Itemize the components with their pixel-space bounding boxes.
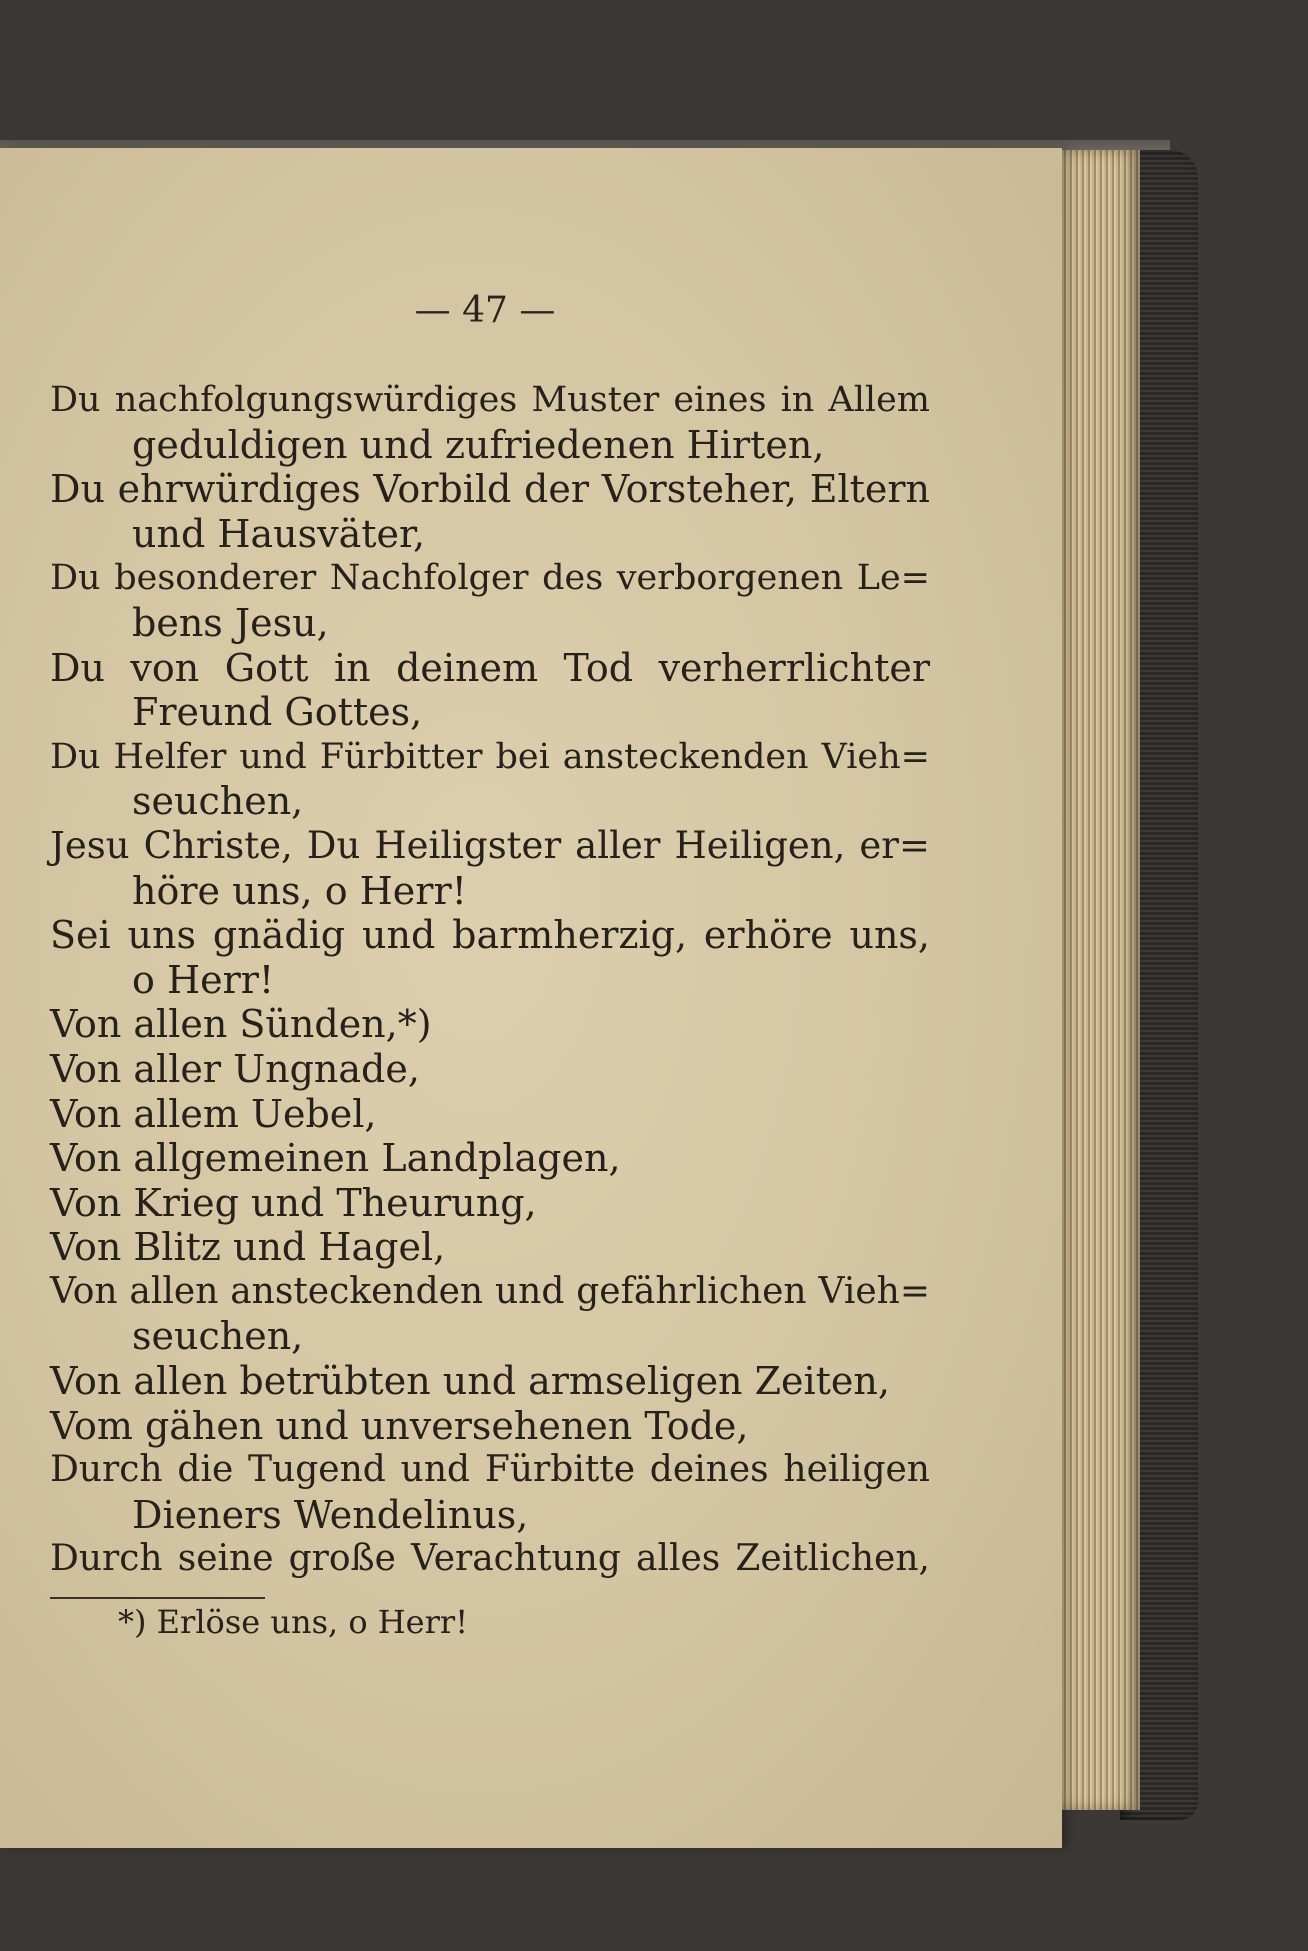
text-line: Von Blitz und Hagel, (50, 1225, 446, 1270)
text-line: Sei uns gnädig und barmherzig, erhöre uns, (50, 913, 930, 958)
litany-text (50, 378, 930, 1582)
text-line: Jesu Christe, Du Heiligster aller Heiligen, er= (50, 823, 930, 867)
text-line: seuchen, (132, 779, 304, 824)
footnote: *) Erlöse uns, o Herr! (118, 1603, 469, 1641)
text-line: Durch seine große Verachtung alles Zeitlichen, (50, 1538, 930, 1580)
text-line: höre uns, o Herr! (132, 868, 467, 913)
text-line: Du Helfer und Fürbitter bei ansteckenden Vieh= (50, 736, 930, 777)
text-line: Von allen betrübten und armseligen Zeiten, (50, 1359, 890, 1404)
text-line: Von allem Uebel, (50, 1091, 377, 1136)
text-line: Von allen ansteckenden und gefährlichen Vieh= (50, 1270, 930, 1312)
text-line: und Hausväter, (132, 511, 426, 556)
text-line: Freund Gottes, (132, 690, 423, 735)
text-line: Du ehrwürdiges Vorbild der Vorsteher, Eltern (50, 467, 930, 512)
text-line: Von aller Ungnade, (50, 1046, 420, 1091)
text-line: Du besonderer Nachfolger des verborgenen Le= (50, 558, 930, 599)
text-line: Du nachfolgungswürdiges Muster eines in Allem (50, 380, 930, 420)
text-line: Dieners Wendelinus, (132, 1492, 529, 1537)
text-line: o Herr! (132, 957, 275, 1002)
text-line: Du von Gott in deinem Tod verherrlichter (50, 645, 930, 690)
text-line: seuchen, (132, 1314, 304, 1359)
text-line: bens Jesu, (132, 600, 329, 645)
text-line: Von Krieg und Theurung, (50, 1180, 537, 1225)
page-edges (1050, 150, 1140, 1810)
page-number: — 47 — (414, 290, 556, 331)
text-line: geduldigen und zufriedenen Hirten, (132, 422, 825, 467)
text-line: Vom gähen und unversehenen Tode, (50, 1403, 749, 1448)
text-line: Von allen Sünden,*) (50, 1002, 432, 1047)
text-line: Durch die Tugend und Fürbitte deines heiligen (50, 1449, 930, 1491)
text-line: Von allgemeinen Landplagen, (50, 1136, 621, 1181)
footnote-rule (50, 1597, 265, 1599)
